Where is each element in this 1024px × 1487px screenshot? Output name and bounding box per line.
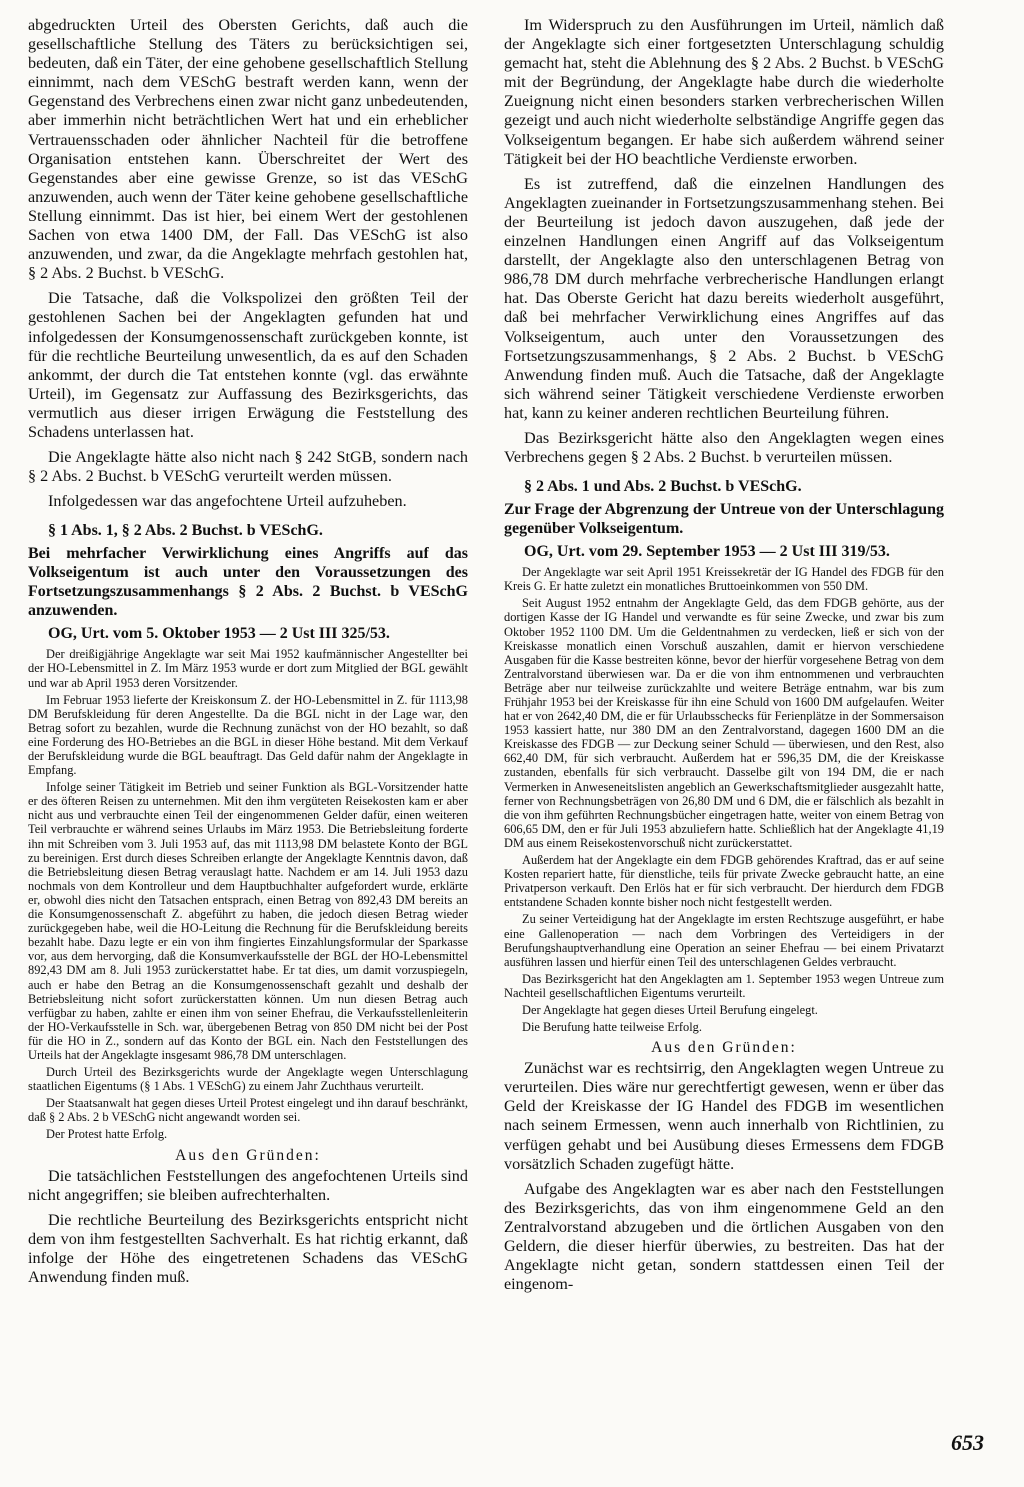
paragraph: Die Angeklagte hätte also nicht nach § 242 StGB, sondern nach § 2 Abs. 2 Buchst. b VESchG verurteilt werden müssen. bbox=[28, 448, 468, 486]
paragraph: Das Bezirksgericht hätte also den Angeklagten wegen eines Verbrechens gegen § 2 Abs. 2 Buchst. b verurteilen müssen. bbox=[504, 428, 944, 467]
paragraph: Im Widerspruch zu den Ausführungen im Urteil, nämlich daß der Angeklagte sich einer fortgesetzten Unterschlagung schuldig gemacht hat, steht die Ablehnung des § 2 Abs. 2 Buchst. b VESchG mit der Begründung, der Angeklagte habe durch die wiederholte Zueignung nicht einen besonders starken verbrecherischen Willen gezeigt und auch nicht wiederholte selbständige Angriffe gegen das Volkseigentum begangen. Er habe sich außerdem während seiner Tätigkeit bei der HO beachtliche Verdienste erworben. bbox=[504, 16, 944, 168]
reasons-heading: Aus den Gründen: bbox=[651, 1039, 797, 1057]
paragraph: Seit August 1952 entnahm der Angeklagte Geld, das dem FDGB gehörte, aus der dortigen Kasse der IG Handel und verwandte es für seine Zwecke, und zwar bis zum Oktober 1952 1100 DM. Um die Geldentnahmen zu verdecken, ließ er sich von der Kreiskasse monatlich einen Vorschuß auszahlen, damit er hiervon verschiedene Ausgaben für die Kasse bestreiten könne, bevor der hierfür vorgesehene Betrag von dem Zentralvorstand überwiesen war. Da er die von ihm entnommenen und verbrauchten Beträge aber nur teilweise zurückzahlte und weitere Beträge entnahm, war bis zum Frühjahr 1953 bei der Kreiskasse für ihn eine Schuld von 1600 DM aufgelaufen. Weiter hat er von 2642,40 DM, die er für Urlaubsschecks für Ferienplätze in der Sommersaison 1953 kassiert hatte, nur 380 DM an den Zentralvorstand, dagegen 1600 DM an die Kreiskasse des FDGB — zur Deckung seiner Schuld — überwiesen, und den Rest, also 662,40 DM, für sich verbraucht. Außerdem hat er 596,35 DM, die der Kreiskasse zustanden, ebenfalls für sich verbraucht. Dasselbe gilt von 194 DM, die er nach Vermerken in Anweseneitslisten angeblich an Gewerkschaftsmitglieder ausgezahlt hatte, ferner von Rechnungsbeträgen von 26,80 DM und 6 DM, die er fälschlich als bezahlt in die von ihm geführten Rechnungsbücher eingetragen hatte, weiter von einem Betrag von 606,65 DM, den er für Juli 1953 abzuliefern hatte. Schließlich hat der Angeklagte 41,19 DM aus einem Reisekostenvorschuß nicht zurückerstattet. bbox=[504, 596, 944, 850]
court-citation: OG, Urt. vom 29. September 1953 — 2 Ust III 319/53. bbox=[524, 543, 890, 561]
right-reasons-text bbox=[504, 1059, 944, 1294]
paragraph: Infolgedessen war das angefochtene Urteil aufzuheben. bbox=[48, 492, 407, 511]
paragraph: Die tatsächlichen Feststellungen des angefochtenen Urteils sind nicht angegriffen; sie bleiben aufrechterhalten. bbox=[28, 1166, 468, 1204]
paragraph: Der Staatsanwalt hat gegen dieses Urteil Protest eingelegt und ihn darauf beschränkt, daß § 2 Abs. 2 b VESchG nicht angewandt worden sei. bbox=[28, 1096, 468, 1125]
case-facts bbox=[28, 647, 468, 1141]
paragraph: Zunächst war es rechtsirrig, den Angeklagten wegen Untreue zu verurteilen. Dies wäre nur gerechtfertigt gewesen, wenn er über das Geld der Kreiskasse der IG Handel des FDGB im wesentlichen nach seinem Ermessen, wenn auch innerhalb von Richtlinien, zu verfügen gehabt und bei Ausübung dieses Ermessens dem FDGB vorsätzlich Schaden zugefügt hätte. bbox=[504, 1059, 944, 1173]
paragraph: Die rechtliche Beurteilung des Bezirksgerichts entspricht nicht dem von ihm festgestellten Sachverhalt. Es hat richtig erkannt, daß infolge der Höhe des eingetretenen Schadens das VESchG Anwendung finden muß. bbox=[28, 1210, 468, 1286]
headnote: Bei mehrfacher Verwirklichung eines Angriffs auf das Volkseigentum ist auch unter den Voraussetzungen des Fortsetzungszusammenhangs § 2 Abs. 2 Buchst. b VESchG anzuwenden. bbox=[28, 545, 468, 620]
paragraph: Die Tatsache, daß die Volkspolizei den größten Teil der gestohlenen Sachen bei der Angeklagten gefunden hat und infolgedessen der Konsumgenossenschaft zurückgeben konnte, ist für die rechtliche Beurteilung unwesentlich, da es auf den Schaden ankommt, der durch die Tat entstehen konnte (vgl. das erwähnte Urteil), im Gegensatz zur Auffassung des Bezirksgerichts, das vermutlich aus dieser irrigen Erwägung die Feststellung des Schadens unterlassen hat. bbox=[28, 289, 468, 441]
court-citation: OG, Urt. vom 5. Oktober 1953 — 2 Ust III 325/53. bbox=[48, 625, 390, 643]
paragraph: Aufgabe des Angeklagten war es aber nach den Feststellungen des Bezirksgerichts, das von ihm eingenommene Geld an den Zentralvorstand abzugeben und die örtlichen Ausgaben von den Geldern, die dieser hierfür überwies, zu bestreiten. Das hat der Angeklagte nicht getan, sondern stattdessen einen Teil der eingenom- bbox=[504, 1179, 944, 1294]
right-upper-text bbox=[504, 16, 944, 467]
paragraph: Außerdem hat der Angeklagte ein dem FDGB gehörendes Kraftrad, das er auf seine Kosten repariert hatte, für dienstliche, teils für private Zwecke gebraucht hatte, an eine Privatperson verkauft. Den Erlös hat er für sich verbraucht. Der hierdurch dem FDGB entstandene Schaden konnte bisher noch nicht festgestellt werden. bbox=[504, 853, 944, 910]
law-reference: § 2 Abs. 1 und Abs. 2 Buchst. b VESchG. bbox=[524, 478, 802, 496]
reasons-heading: Aus den Gründen: bbox=[175, 1146, 321, 1164]
paragraph: Der Protest hatte Erfolg. bbox=[46, 1127, 168, 1142]
left-column bbox=[28, 16, 468, 1293]
law-reference: § 1 Abs. 1, § 2 Abs. 2 Buchst. b VESchG. bbox=[48, 522, 323, 540]
paragraph: Das Bezirksgericht hat den Angeklagten am 1. September 1953 wegen Untreue zum Nachteil gesellschaftlichen Eigentums verurteilt. bbox=[504, 971, 944, 1000]
paragraph: Infolge seiner Tätigkeit im Betrieb und seiner Funktion als BGL-Vorsitzender hatte er des öfteren Reisen zu unternehmen. Mit den ihm vergüteten Reisekosten kam er aber nicht aus und verbrauchte einen Teil der eingenommenen Gelder dafür, einen weiteren Teil verbrauchte er während seines Urlaubs im März 1953. Die Betriebsleitung forderte ihn mit Schreiben vom 3. Juli 1953 auf, das mit 1113,98 DM belastete Konto der BGL zu bereinigen. Erst durch dieses Schreiben erlangte der Angeklagte Kenntnis davon, daß die Betriebsleitung diesen Betrag verauslagt hatte. Nachdem er am 14. Juli 1953 dazu nochmals von dem Kontrolleur und dem Hauptbuchhalter aufgefordert wurde, erklärte er, obwohl dies nicht den Tatsachen entsprach, einen Betrag von 892,43 DM bereits an die Konsumgenossenschaft Z. abgeführt zu haben, die jedoch diesen Betrag wieder zurückgegeben habe, weil die HO-Leitung die Rechnung für die Berufskleidung bereits bezahlt habe. Dazu legte er ein von ihm fingiertes Einzahlungsformular der Sparkasse vor, aus dem hervorging, daß die Konsumverkaufsstelle der BGL der HO-Lebensmittel 892,43 DM am 8. Juli 1953 zurückerstattet habe. Er tat dies, um damit vorzuspiegeln, auch er habe den Betrag an die Konsumgenossenschaft gezahlt und deshalb der Betriebsleitung nicht sofort zurückerstatten können. Um nun diesen Betrag auch verfügbar zu haben, zahlte er einen ihm von seiner Ehefrau, die Verkaufsstellenleiterin der HO-Verkaufsstelle in Sch. war, übergebenen Betrag von 850 DM nicht bei der Post für die HO in Z., sondern auf das Konto der BGL ein. Nach den Feststellungen des Urteils hat der Angeklagte insgesamt 986,78 DM unterschlagen. bbox=[28, 780, 468, 1062]
paragraph: Im Februar 1953 lieferte der Kreiskonsum Z. der HO-Lebensmittel in Z. für 1113,98 DM Berufskleidung für deren Angestellte. Da die BGL nicht in der Lage war, den Betrag sofort zu bezahlen, wurde die Rechnung zunächst von der HO bezahlt, so daß eine Forderung des HO-Betriebes an die BGL in dieser Höhe bestand. Mit dem Verkauf der Berufskleidung wurde die BGL beauftragt. Das Geld dafür nahm der Angeklagte in Empfang. bbox=[28, 692, 468, 778]
left-reasons-text bbox=[28, 1167, 468, 1288]
paragraph: abgedruckten Urteil des Obersten Gerichts, daß auch die gesellschaftliche Stellung des Täters zu berücksichtigen sei, bedeuten, daß ein Täter, der eine gehobene gesellschaftlich Stellung einnimmt, nach dem VESchG bestraft werden kann, wenn der Gegenstand des Verbrechens einen zwar nicht ganz unbedeutenden, aber immerhin nicht beträchtlichen Wert hat und ein erheblicher Vertrauensschaden oder ähnlicher Nachteil für die betroffene Organisation entstehen kann. Überschreitet der Wert des Gegenstandes aber eine gewisse Grenze, so ist das VESchG anzuwenden, auch wenn der Täter keine gehobene gesellschaftliche Stellung einnimmt. Das ist hier, bei einem Wert der gestohlenen Sachen von etwa 1400 DM, der Fall. Das VESchG ist also anzuwenden, und zwar, da die Angeklagte mehrfach gestohlen hat, § 2 Abs. 2 Buchst. b VESchG. bbox=[28, 16, 468, 283]
headnote: Zur Frage der Abgrenzung der Untreue von der Unterschlagung gegenüber Volkseigentum. bbox=[504, 501, 944, 538]
paragraph: Der Angeklagte war seit April 1951 Kreissekretär der IG Handel des FDGB für den Kreis G. Er hatte zuletzt ein monatliches Bruttoeinkommen von 550 DM. bbox=[504, 565, 944, 594]
left-upper-text bbox=[28, 16, 468, 511]
paragraph: Es ist zutreffend, daß die einzelnen Handlungen des Angeklagten zueinander in Fortsetzungszusammenhang stehen. Bei der Beurteilung ist jedoch davon auszugehen, daß jede der einzelnen Handlungen einen Angriff auf das Volkseigentum darstellt, der Angeklagte also den unterschlagenen Betrag von 986,78 DM durch mehrfache verbrecherische Handlungen erlangt hat. Das Oberste Gericht hat dazu bereits wiederholt ausgeführt, daß bei mehrfacher Verwirklichung eines Angriffes auf das Volkseigentum, auch unter den Voraussetzungen des Fortsetzungszusammenhangs, § 2 Abs. 2 Buchst. b VESchG Anwendung finden muß. Auch die Tatsache, daß der Angeklagte sich während seiner Tätigkeit verschiedene Verdienste erworben hat, kann zu keiner anderen rechtlichen Beurteilung führen. bbox=[504, 174, 944, 422]
right-column bbox=[504, 16, 944, 1300]
paragraph: Der Angeklagte hat gegen dieses Urteil Berufung eingelegt. bbox=[522, 1002, 818, 1017]
paragraph: Zu seiner Verteidigung hat der Angeklagte im ersten Rechtszuge ausgeführt, er habe eine Gallenoperation — nach dem Vorbringen des Verteidigers in der Berufungshauptverhandlung eine Operation an seiner Ehefrau — bei einem Privatarzt ausführen lassen und hierfür einen Teil des unterschlagenen Geldes verbraucht. bbox=[504, 912, 944, 969]
paragraph: Der dreißigjährige Angeklagte war seit Mai 1952 kaufmännischer Angestellter bei der HO-Lebensmittel in Z. Im März 1953 wurde er dort zum Mitglied der BGL gewählt und war ab April 1953 deren Vorsitzender. bbox=[28, 647, 468, 690]
paragraph: Durch Urteil des Bezirksgerichts wurde der Angeklagte wegen Unterschlagung staatlichen Eigentums (§ 1 Abs. 1 VESchG) zu einem Jahr Zuchthaus verurteilt. bbox=[28, 1065, 468, 1094]
paragraph: Die Berufung hatte teilweise Erfolg. bbox=[522, 1020, 702, 1035]
case-facts bbox=[504, 565, 944, 1034]
page-number: 653 bbox=[951, 1430, 984, 1455]
